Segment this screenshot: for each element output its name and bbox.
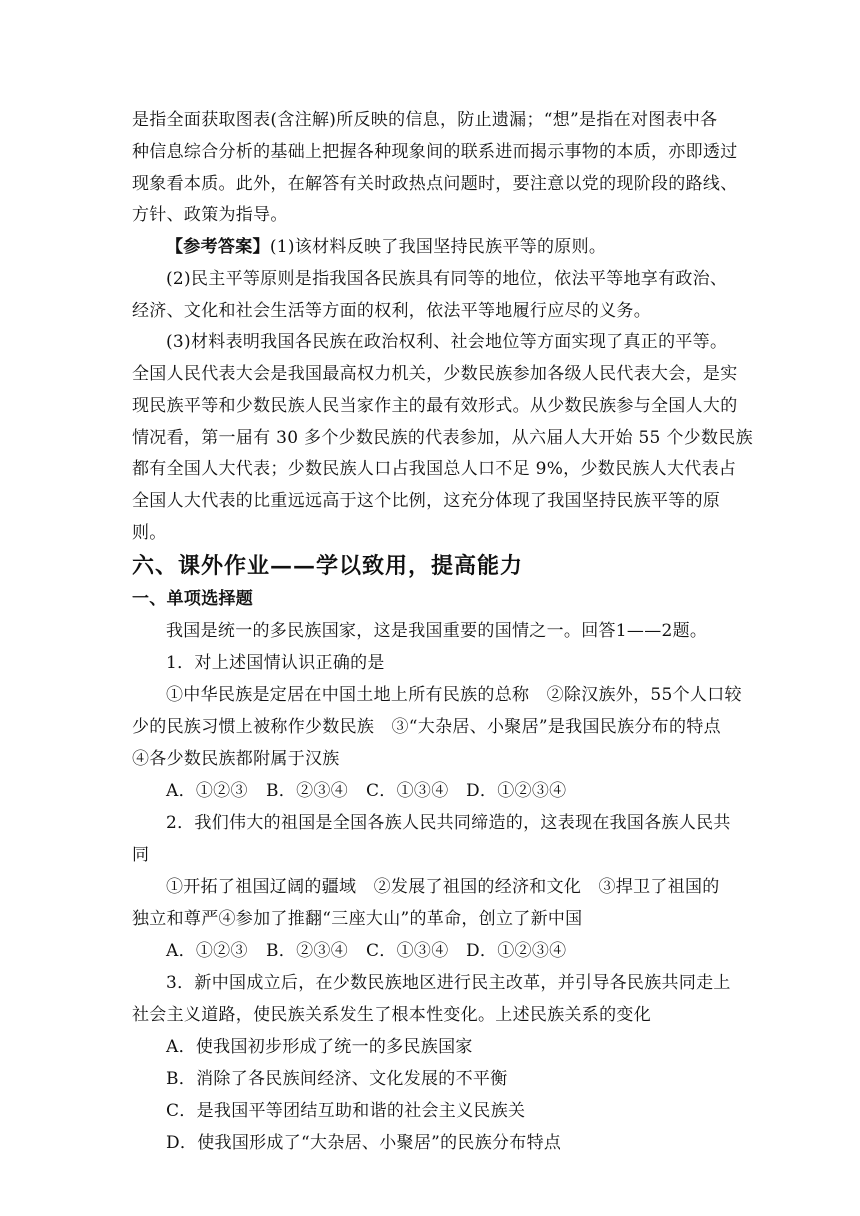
question-2-stem: 2．我们伟大的祖国是全国各族人民共同缔造的，这表现在我国各族人民共 xyxy=(166,813,731,833)
question-1-options xyxy=(166,779,766,803)
question-1-statement: ①中华民族是定居在中国土地上所有民族的总称 ②除汉族外，55个人口较 xyxy=(166,685,742,705)
option-d[interactable]: D．①②③④ xyxy=(466,781,567,801)
option-c[interactable]: C．①③④ xyxy=(366,941,449,961)
question-2-statement: ①开拓了祖国辽阔的疆域 ②发展了祖国的经济和文化 ③捍卫了祖国的 xyxy=(166,877,720,897)
option-b[interactable]: B．消除了各民族间经济、文化发展的不平衡 xyxy=(166,1069,508,1089)
answer-line: (2)民主平等原则是指我国各民族具有同等的地位，依法平等地享有政治、 xyxy=(166,269,728,289)
question-3-stem: 社会主义道路，使民族关系发生了根本性变化。上述民族关系的变化 xyxy=(132,1005,651,1025)
answer-line: 现民族平等和少数民族人民当家作主的最有效形式。从少数民族参与全国人大的 xyxy=(132,396,738,416)
question-2-options xyxy=(166,939,766,963)
section-heading: 六、课外作业——学以致用，提高能力 xyxy=(132,553,524,579)
question-3-stem: 3．新中国成立后，在少数民族地区进行民主改革，并引导各民族共同走上 xyxy=(166,973,731,993)
question-intro: 我国是统一的多民族国家，这是我国重要的国情之一。回答1——2题。 xyxy=(166,621,708,641)
option-d[interactable]: D．使我国形成了“大杂居、小聚居”的民族分布特点 xyxy=(166,1133,562,1153)
question-1-statement: 少的民族习惯上被称作少数民族 ③“大杂居、小聚居”是我国民族分布的特点 xyxy=(132,717,721,737)
option-d[interactable]: D．①②③④ xyxy=(466,941,567,961)
question-2-statement: 独立和尊严④参加了推翻“三座大山”的革命，创立了新中国 xyxy=(132,909,583,929)
answer-line: 则。 xyxy=(132,523,167,543)
answer-label: 【参考答案】 xyxy=(166,237,270,257)
option-a[interactable]: A．使我国初步形成了统一的多民族国家 xyxy=(166,1037,473,1057)
answer-first-line xyxy=(166,235,766,259)
answer-line: 经济、文化和社会生活等方面的权利，依法平等地履行应尽的义务。 xyxy=(132,301,651,321)
analysis-line: 种信息综合分析的基础上把握各种现象间的联系进而揭示事物的本质，亦即透过 xyxy=(132,142,738,162)
option-c[interactable]: C．是我国平等团结互助和谐的社会主义民族关 xyxy=(166,1101,526,1121)
option-b[interactable]: B．②③④ xyxy=(266,941,348,961)
answer-text: (1)该材料反映了我国坚持民族平等的原则。 xyxy=(269,237,607,257)
answer-line: 都有全国人大代表；少数民族人口占我国总人口不足 9%，少数民族人大代表占 xyxy=(132,459,737,479)
option-a[interactable]: A．①②③ xyxy=(166,781,248,801)
answer-line: 全国人民代表大会是我国最高权力机关，少数民族参加各级人民代表大会，是实 xyxy=(132,364,738,384)
analysis-line: 现象看本质。此外，在解答有关时政热点问题时，要注意以党的现阶段的路线、 xyxy=(132,174,738,194)
answer-line: 全国人大代表的比重远远高于这个比例，这充分体现了我国坚持民族平等的原 xyxy=(132,491,721,511)
question-1-stem: 1．对上述国情认识正确的是 xyxy=(166,653,385,673)
question-1-statement: ④各少数民族都附属于汉族 xyxy=(132,749,340,769)
option-a[interactable]: A．①②③ xyxy=(166,941,248,961)
answer-line: 情况看，第一届有 30 多个少数民族的代表参加，从六届人大开始 55 个少数民族 xyxy=(132,428,753,448)
option-c[interactable]: C．①③④ xyxy=(366,781,449,801)
question-2-stem: 同 xyxy=(132,845,150,865)
analysis-line: 方针、政策为指导。 xyxy=(132,205,288,225)
option-b[interactable]: B．②③④ xyxy=(266,781,348,801)
analysis-line: 是指全面获取图表(含注解)所反映的信息，防止遗漏；“想”是指在对图表中各 xyxy=(132,110,718,130)
answer-line: (3)材料表明我国各民族在政治权利、社会地位等方面实现了真正的平等。 xyxy=(166,332,728,352)
subsection-heading: 一、单项选择题 xyxy=(132,589,254,609)
